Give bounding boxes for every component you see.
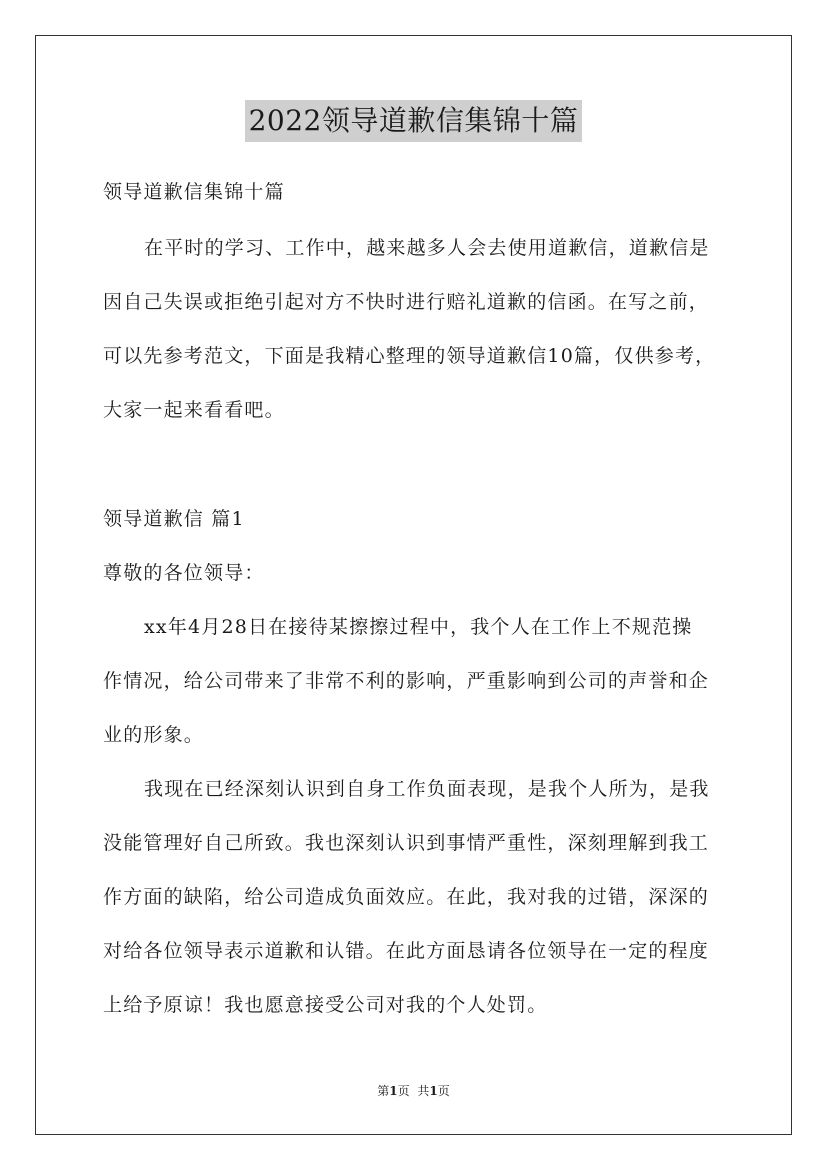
- document-title: 2022领导道歉信集锦十篇: [245, 100, 583, 142]
- total-prefix: 共: [417, 1084, 430, 1098]
- paragraph-line: 作方面的缺陷，给公司造成负面效应。在此，我对我的过错，深深的: [103, 886, 710, 908]
- paragraph-line: xx年4月28日在接待某擦擦过程中，我个人在工作上不规范操: [144, 616, 693, 638]
- total-suffix: 页: [437, 1084, 450, 1098]
- page-footer: [0, 1083, 827, 1099]
- intro-line: 因自己失误或拒绝引起对方不快时进行赔礼道歉的信函。在写之前，: [103, 291, 710, 313]
- paragraph-line: 我现在已经深刻认识到自身工作负面表现，是我个人所为，是我: [144, 778, 710, 800]
- page-prefix: 第: [377, 1084, 390, 1098]
- paragraph-line: 作情况，给公司带来了非常不利的影响，严重影响到公司的声誉和企: [103, 670, 710, 692]
- page-number: 1: [389, 1084, 398, 1098]
- intro-line: 大家一起来看看吧。: [103, 399, 285, 421]
- section-heading: 领导道歉信 篇1: [103, 508, 245, 530]
- page-suffix: 页: [397, 1084, 410, 1098]
- title-container: [0, 100, 827, 142]
- paragraph-line: 没能管理好自己所致。我也深刻认识到事情严重性，深刻理解到我工: [103, 832, 710, 854]
- paragraph-line: 业的形象。: [103, 724, 205, 746]
- intro-line: 可以先参考范文，下面是我精心整理的领导道歉信10篇，仅供参考，: [103, 345, 716, 367]
- paragraph-line: 上给予原谅！我也愿意接受公司对我的个人处罚。: [103, 994, 548, 1016]
- total-pages: 1: [429, 1084, 438, 1098]
- intro-line: 在平时的学习、工作中，越来越多人会去使用道歉信，道歉信是: [144, 237, 710, 259]
- subtitle: 领导道歉信集锦十篇: [103, 181, 285, 203]
- paragraph-line: 对给各位领导表示道歉和认错。在此方面恳请各位领导在一定的程度: [103, 940, 710, 962]
- salutation: 尊敬的各位领导：: [103, 562, 265, 584]
